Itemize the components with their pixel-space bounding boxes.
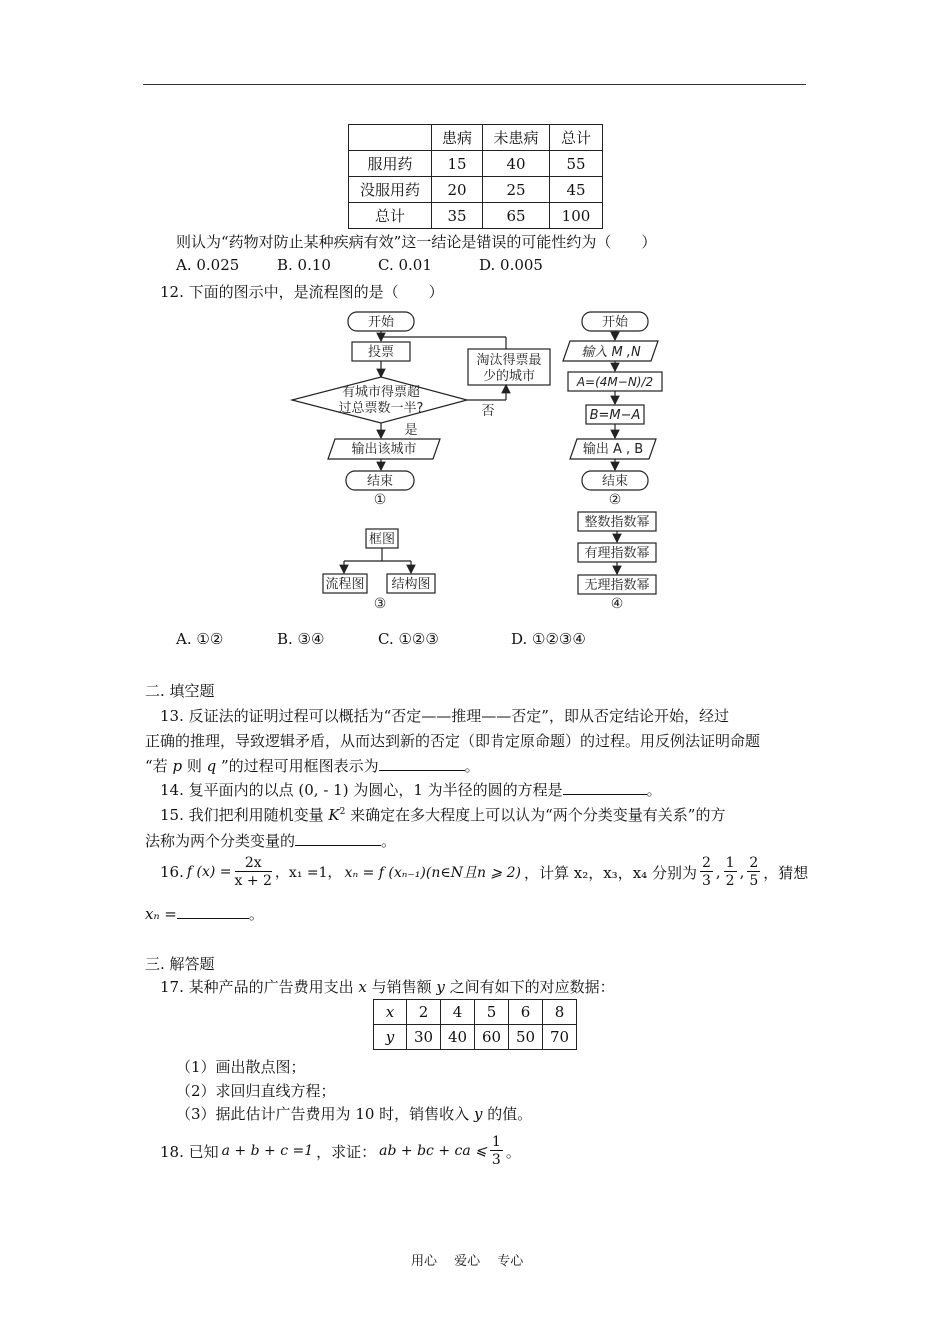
diagram-label-2: ② bbox=[608, 492, 622, 508]
q12-diagrams bbox=[280, 305, 680, 620]
table-cell: 服用药 bbox=[349, 151, 432, 177]
q14: 14. 复平面内的以点 (0, - 1) 为圆心，1 为半径的圆的方程是 。 bbox=[160, 781, 662, 799]
diagram-label-4: ④ bbox=[610, 596, 624, 612]
q15-line-1: 15. 我们把利用随机变量 $K^2$ 来确定在多大程度上可以认为“两个分类变量有关系”的方 bbox=[160, 806, 726, 824]
table-row bbox=[349, 203, 603, 229]
q16-line-1: 16. f (x) = $\frac{2x}{x + 2}$ ，x₁ =1， xₙ = f (xₙ₋₁)(n∈N且n ⩾ 2) ，计算 x₂，x₃，x₄ 分别为 $\frac{2}{3}$ , $\frac{1}{2}$ , $\frac{2}{5}$ ，猜想 bbox=[160, 855, 809, 889]
q11-option-d: D. 0.005 bbox=[479, 256, 543, 274]
table-cell: 55 bbox=[550, 151, 603, 177]
table-header: 患病 bbox=[432, 125, 483, 151]
table-cell: 6 bbox=[509, 1000, 543, 1025]
table-cell: 50 bbox=[509, 1025, 543, 1050]
q15-line-2: 法称为两个分类变量的 。 bbox=[145, 832, 397, 850]
flowchart-2 bbox=[563, 312, 662, 490]
end-label: 结束 bbox=[366, 474, 394, 489]
table-cell: 25 bbox=[483, 177, 550, 203]
table-cell: 35 bbox=[432, 203, 483, 229]
table-row bbox=[349, 151, 603, 177]
decision-label-1: 有城市得票超 bbox=[341, 385, 421, 400]
table-header: 总计 bbox=[550, 125, 603, 151]
table-cell: 2 bbox=[407, 1000, 441, 1025]
answer-blank[interactable] bbox=[563, 780, 647, 795]
header-rule bbox=[143, 84, 806, 85]
table-cell: 没服用药 bbox=[349, 177, 432, 203]
q16-line-2: xₙ = 。 bbox=[145, 905, 264, 923]
table-cell: 5 bbox=[475, 1000, 509, 1025]
contingency-table bbox=[348, 124, 603, 229]
y-label: y bbox=[385, 1028, 395, 1046]
q13-line-3: “若 p 则 q ”的过程可用框图表示为 。 bbox=[145, 757, 480, 775]
page-footer: 用心 爱心 专心 bbox=[411, 1254, 524, 1269]
q12-option-c: C. ①②③ bbox=[378, 630, 439, 648]
q12-stem: 12. 下面的图示中，是流程图的是（ ） bbox=[160, 283, 444, 301]
q13-line-1: 13. 反证法的证明过程可以概括为“否定——推理——否定”，即从否定结论开始，经过 bbox=[160, 707, 729, 725]
table-cell: 65 bbox=[483, 203, 550, 229]
start-label: 开始 bbox=[601, 315, 629, 330]
end-label: 结束 bbox=[601, 474, 629, 489]
table-cell: 40 bbox=[441, 1025, 475, 1050]
table-cell: 40 bbox=[483, 151, 550, 177]
assign-b-label: B=M−A bbox=[589, 408, 641, 423]
eliminate-label-2: 少的城市 bbox=[482, 369, 536, 384]
output-label: 输出该城市 bbox=[351, 442, 417, 457]
table-cell: 20 bbox=[432, 177, 483, 203]
input-label: 输入 M ,N bbox=[581, 345, 641, 360]
table-row bbox=[349, 177, 603, 203]
diagram-label-1: ① bbox=[373, 492, 387, 508]
table-cell: 100 bbox=[550, 203, 603, 229]
q11-option-b: B. 0.10 bbox=[277, 256, 331, 274]
output-label: 输出 A , B bbox=[582, 442, 644, 457]
q12-option-a: A. ①② bbox=[176, 630, 224, 648]
eliminate-label-1: 淘汰得票最 bbox=[476, 353, 542, 368]
no-label: 否 bbox=[481, 404, 495, 419]
table-cell: 4 bbox=[441, 1000, 475, 1025]
table-cell: 45 bbox=[550, 177, 603, 203]
table-cell: 70 bbox=[543, 1025, 577, 1050]
q17-part-3: （3）据此估计广告费用为 10 时，销售收入 y 的值。 bbox=[176, 1105, 533, 1123]
x-label: x bbox=[385, 1003, 395, 1021]
root-label: 框图 bbox=[368, 532, 396, 547]
q17-stem: 17. 某种产品的广告费用支出 x 与销售额 y 之间有如下的对应数据： bbox=[160, 978, 615, 996]
table-cell: 60 bbox=[475, 1025, 509, 1050]
vote-label: 投票 bbox=[367, 345, 395, 360]
structure-label: 结构图 bbox=[391, 577, 431, 592]
q11-option-a: A. 0.025 bbox=[176, 256, 240, 274]
rational-exponent-label: 有理指数幂 bbox=[584, 546, 650, 561]
table-cell: 总计 bbox=[349, 203, 432, 229]
integer-exponent-label: 整数指数幂 bbox=[584, 515, 650, 530]
q13-line-2: 正确的推理，导致逻辑矛盾，从而达到新的否定（即肯定原命题）的过程。用反例法证明命题 bbox=[145, 732, 761, 750]
table-header: 未患病 bbox=[483, 125, 550, 151]
yes-label: 是 bbox=[404, 423, 418, 438]
decision-label-2: 过总票数一半? bbox=[338, 401, 424, 416]
q12-option-b: B. ③④ bbox=[277, 630, 325, 648]
q11-option-c: C. 0.01 bbox=[378, 256, 432, 274]
start-label: 开始 bbox=[367, 315, 395, 330]
table-cell bbox=[349, 125, 432, 151]
q17-part-2: （2）求回归直线方程； bbox=[176, 1082, 336, 1100]
q18: 18. 已知 a + b + c =1 ，求证： ab + bc + ca ⩽ $\frac{1}{3}$ 。 bbox=[160, 1134, 521, 1168]
decision-diamond bbox=[292, 377, 467, 423]
answer-blank[interactable] bbox=[379, 756, 465, 771]
section-2-title: 二. 填空题 bbox=[145, 682, 215, 700]
flowchart-label: 流程图 bbox=[325, 577, 365, 592]
section-3-title: 三. 解答题 bbox=[145, 955, 215, 973]
answer-blank[interactable] bbox=[177, 904, 249, 919]
q12-option-d: D. ①②③④ bbox=[511, 630, 586, 648]
answer-blank[interactable] bbox=[295, 831, 381, 846]
table-row bbox=[374, 1025, 577, 1050]
q17-part-1: （1）画出散点图； bbox=[176, 1058, 306, 1076]
table-row bbox=[374, 1000, 577, 1025]
table-cell: 8 bbox=[543, 1000, 577, 1025]
data-table bbox=[373, 999, 577, 1050]
q11-stem: 则认为“药物对防止某种疾病有效”这一结论是错误的可能性约为（ ） bbox=[176, 233, 657, 251]
irrational-exponent-label: 无理指数幂 bbox=[584, 578, 650, 593]
diagram-label-3: ③ bbox=[373, 596, 387, 612]
table-cell: 30 bbox=[407, 1025, 441, 1050]
table-cell: 15 bbox=[432, 151, 483, 177]
assign-a-label: A=(4M−N)/2 bbox=[576, 375, 654, 389]
